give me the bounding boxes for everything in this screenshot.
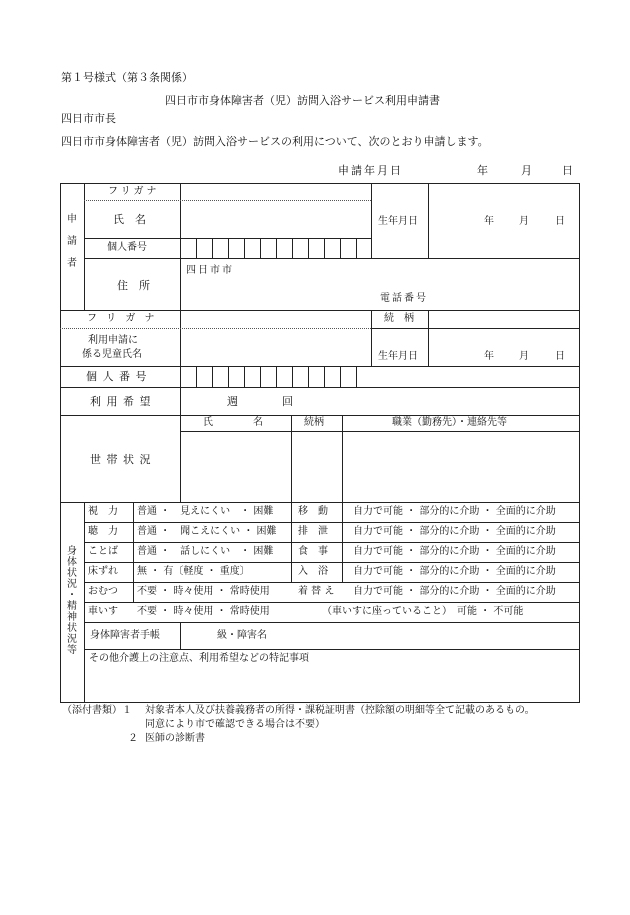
condition-section-label: 身 体 状 況 ・ 精 神 状 況 等 — [67, 546, 77, 656]
applicant-birth-year: 年 — [484, 216, 494, 227]
form-number: 第１号様式（第３条関係） — [61, 71, 193, 84]
child-name-label-line1: 利用申請に — [88, 335, 138, 346]
household-col-relation: 続柄 — [304, 417, 324, 428]
applicant-birth-day: 日 — [555, 216, 565, 227]
child-name-label-line2: 係る児童氏名 — [82, 349, 142, 360]
wheelchair-options: 不要 ・ 時々使用 ・ 常時使用 — [137, 606, 270, 617]
application-date-label: 申請年月日 — [338, 164, 403, 177]
usage-week-label: 週 — [227, 395, 238, 408]
handbook-value: 級・障害名 — [217, 630, 267, 641]
usage-label: 利 用 希 望 — [90, 395, 152, 408]
wheelchair-sitting: （車いすに座っていること） 可能 ・ 不可能 — [322, 606, 524, 617]
child-birth-day: 日 — [555, 351, 565, 362]
condition-row-label: おむつ — [88, 586, 118, 597]
application-month-label: 月 — [521, 164, 532, 177]
condition-row-label: 聴 力 — [88, 526, 118, 537]
application-day-label: 日 — [562, 164, 573, 177]
applicant-address-value: 四日市市 — [186, 265, 234, 276]
condition-row-options: 普通 ・ 見えにくい ・ 困難 — [137, 506, 274, 517]
child-relation-label: 続 柄 — [384, 313, 414, 324]
child-furigana-label: フ リ ガ ナ — [87, 313, 158, 324]
household-col-job: 職業（勤務先）・連絡先等 — [392, 417, 507, 428]
attachment-item1-line1: 対象者本人及び扶養義務者の所得・課税証明書（控除額の明細等全て記載のあるもの。 — [145, 705, 535, 716]
intro-text: 四日市市身体障害者（児）訪問入浴サービスの利用について、次のとおり申請します。 — [61, 135, 489, 148]
addressee: 四日市市長 — [61, 112, 116, 125]
condition-row-label2: 移 動 — [298, 506, 328, 517]
household-label: 世 帯 状 況 — [90, 453, 152, 466]
child-birthdate-label: 生年月日 — [378, 351, 418, 362]
page-title: 四日市市身体障害者（児）訪問入浴サービス利用申請書 — [165, 94, 440, 107]
handbook-label: 身体障害者手帳 — [90, 630, 160, 641]
condition-row-options: 無 ・ 有〔軽度 ・ 重度〕 — [137, 566, 250, 577]
attachments-label: （添付書類）１ — [62, 705, 132, 716]
condition-row-label: ことば — [88, 546, 118, 557]
applicant-birthdate-label: 生年月日 — [378, 216, 418, 227]
child-birth-year: 年 — [484, 351, 494, 362]
condition-row-options: 普通 ・ 聞こえにくい ・ 困難 — [137, 526, 277, 537]
attachment-item2: 医師の診断書 — [145, 733, 205, 744]
applicant-section-label: 申 請 者 — [67, 214, 77, 269]
condition-row-options2: 自力で可能 ・ 部分的に介助 ・ 全面的に介助 — [353, 586, 556, 597]
applicant-address-label: 住 所 — [117, 279, 150, 292]
condition-row-label: 視 力 — [88, 506, 118, 517]
applicant-phone-label: 電話番号 — [380, 293, 428, 304]
condition-row-label: 床ずれ — [88, 566, 118, 577]
condition-row-label2: 排 泄 — [298, 526, 328, 537]
child-birth-month: 月 — [519, 351, 529, 362]
condition-row-label2: 入 浴 — [298, 566, 328, 577]
condition-row-options2: 自力で可能 ・ 部分的に介助 ・ 全面的に介助 — [353, 526, 556, 537]
usage-times-label: 回 — [282, 395, 293, 408]
condition-row-options: 不要 ・ 時々使用 ・ 常時使用 — [137, 586, 270, 597]
attachment-item1-line2: 同意により市で確認できる場合は不要） — [145, 719, 325, 730]
special-notes-label: その他介護上の注意点、利用希望などの特記事項 — [89, 653, 309, 664]
household-col-name: 氏 名 — [203, 417, 263, 428]
applicant-birth-month: 月 — [519, 216, 529, 227]
application-year-label: 年 — [477, 164, 488, 177]
condition-row-options2: 自力で可能 ・ 部分的に介助 ・ 全面的に介助 — [353, 546, 556, 557]
applicant-furigana-label: フリガナ — [108, 186, 160, 197]
condition-row-label2: 食 事 — [298, 546, 328, 557]
condition-row-options: 普通 ・ 話しにくい ・ 困難 — [137, 546, 274, 557]
condition-row-options2: 自力で可能 ・ 部分的に介助 ・ 全面的に介助 — [353, 566, 556, 577]
condition-row-options2: 自力で可能 ・ 部分的に介助 ・ 全面的に介助 — [353, 506, 556, 517]
applicant-name-label: 氏 名 — [113, 213, 146, 226]
attachment-item2-number: ２ — [128, 733, 138, 744]
wheelchair-label: 車いす — [88, 606, 118, 617]
applicant-personal-number-label: 個人番号 — [107, 242, 147, 253]
child-personal-number-label: 個 人 番 号 — [86, 370, 148, 383]
condition-row-label2: 着 替 え — [298, 586, 335, 597]
